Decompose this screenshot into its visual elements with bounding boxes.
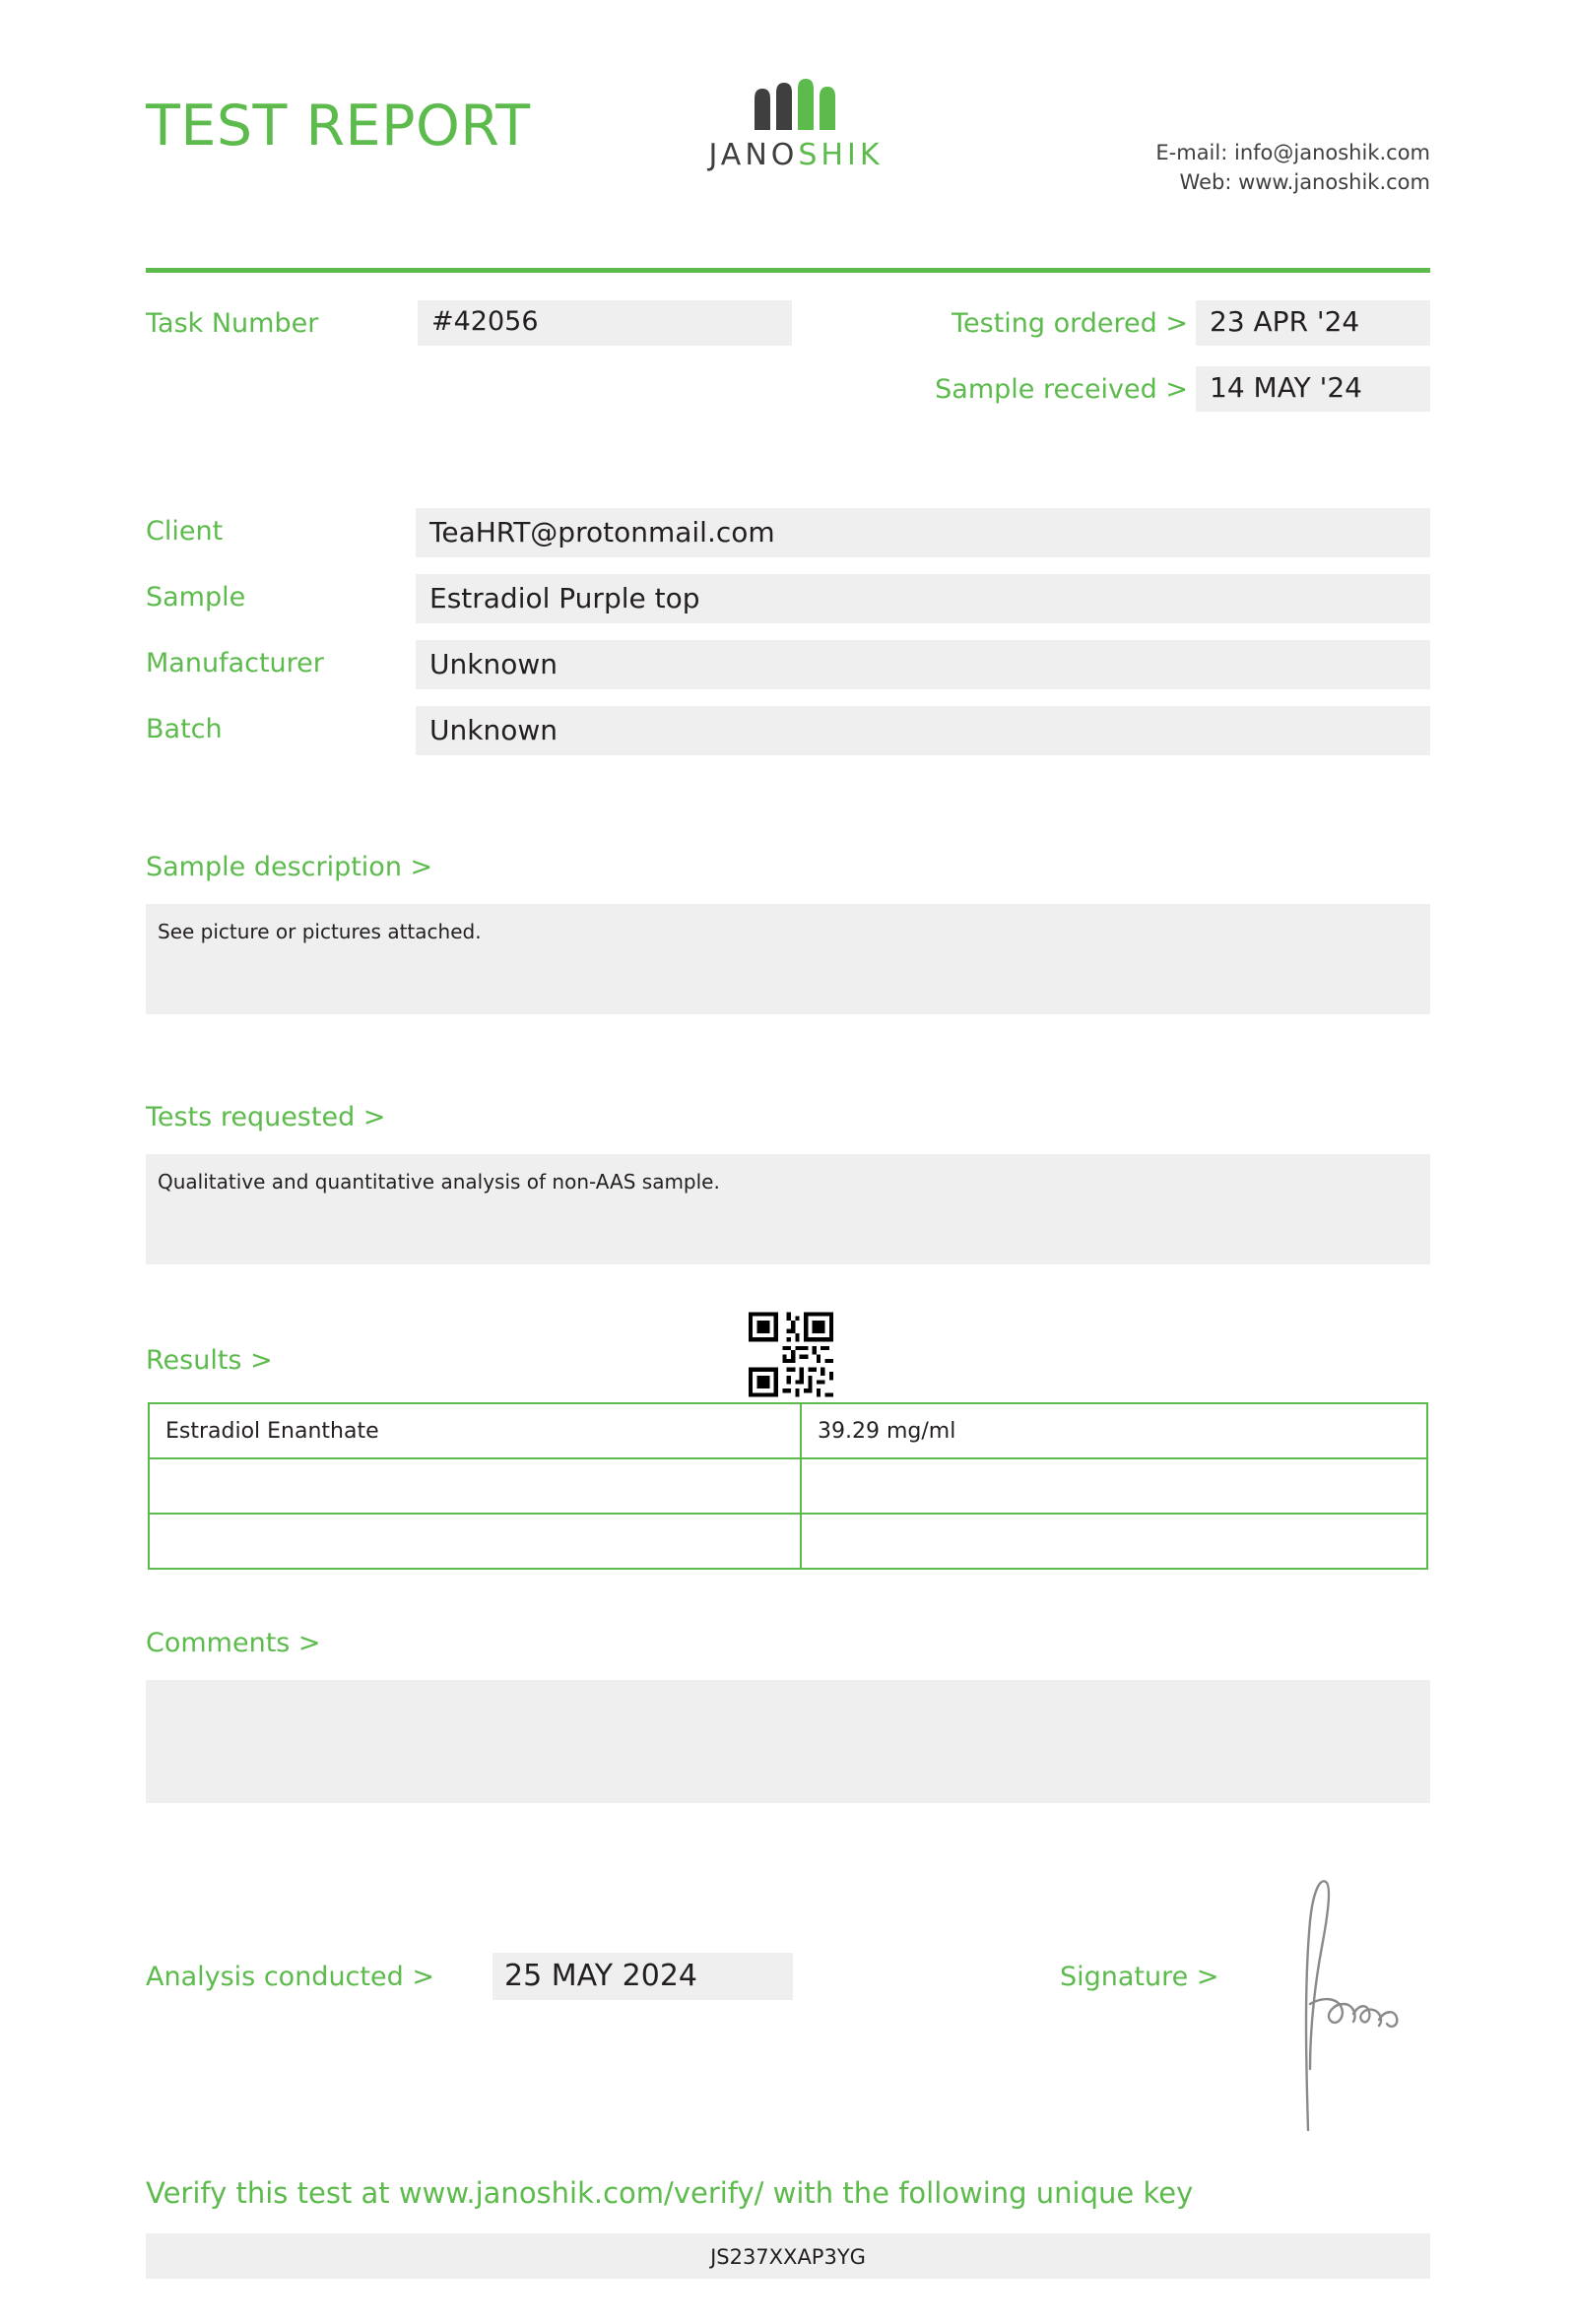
sample-received-label: Sample received > — [935, 374, 1188, 405]
unique-key-value: JS237XXAP3YG — [146, 2233, 1430, 2279]
task-row — [146, 300, 1430, 409]
sample-info-block — [146, 508, 1430, 772]
signature-label: Signature > — [1060, 1962, 1219, 1992]
janoshik-logo — [683, 79, 909, 172]
info-row-client — [146, 508, 1430, 574]
page-title: TEST REPORT — [146, 94, 531, 159]
logo-mountain-icon — [737, 79, 855, 134]
results-table — [148, 1402, 1428, 1570]
logo-wordmark — [683, 138, 909, 172]
result-compound-1: Estradiol Enanthate — [149, 1403, 801, 1458]
table-row — [149, 1514, 1427, 1569]
header-divider — [146, 268, 1430, 273]
contact-web: Web: www.janoshik.com — [1179, 170, 1430, 195]
qr-code-icon — [737, 1308, 845, 1401]
tests-requested-title: Tests requested > — [146, 1102, 386, 1132]
logo-word-shik: SHIK — [798, 138, 884, 172]
sample-description-title: Sample description > — [146, 852, 433, 882]
info-label-batch: Batch — [146, 714, 223, 744]
contact-block — [1155, 138, 1430, 198]
info-label-manufacturer: Manufacturer — [146, 648, 324, 678]
sample-description-text: See picture or pictures attached. — [146, 904, 1430, 1014]
result-amount-2 — [801, 1458, 1427, 1514]
comments-title: Comments > — [146, 1628, 321, 1658]
tests-requested-text: Qualitative and quantitative analysis of non-AAS sample. — [146, 1154, 1430, 1264]
comments-text — [146, 1680, 1430, 1803]
sample-received-date: 14 MAY '24 — [1196, 366, 1430, 412]
testing-ordered-label: Testing ordered > — [952, 308, 1188, 339]
info-row-sample — [146, 574, 1430, 640]
testing-ordered-date: 23 APR '24 — [1196, 300, 1430, 346]
table-row — [149, 1403, 1427, 1458]
contact-email: E-mail: info@janoshik.com — [1155, 141, 1430, 164]
info-row-manufacturer — [146, 640, 1430, 706]
results-title: Results > — [146, 1345, 273, 1376]
signature-icon — [1280, 1876, 1409, 2132]
analysis-conducted-label: Analysis conducted > — [146, 1962, 434, 1992]
info-label-client: Client — [146, 516, 224, 547]
verify-text: Verify this test at www.janoshik.com/verify/ with the following unique key — [146, 2176, 1194, 2210]
result-amount-3 — [801, 1514, 1427, 1569]
info-value-client: TeaHRT@protonmail.com — [416, 508, 1430, 557]
result-compound-3 — [149, 1514, 801, 1569]
report-header — [146, 0, 1430, 195]
table-row — [149, 1458, 1427, 1514]
task-number-value: #42056 — [418, 300, 792, 346]
analysis-conducted-date: 25 MAY 2024 — [492, 1953, 793, 2000]
info-value-batch: Unknown — [416, 706, 1430, 755]
logo-word-jano: JANO — [708, 138, 799, 172]
info-value-sample: Estradiol Purple top — [416, 574, 1430, 623]
result-amount-1: 39.29 mg/ml — [801, 1403, 1427, 1458]
result-compound-2 — [149, 1458, 801, 1514]
task-number-label: Task Number — [146, 308, 319, 339]
info-value-manufacturer: Unknown — [416, 640, 1430, 689]
info-row-batch — [146, 706, 1430, 772]
info-label-sample: Sample — [146, 582, 246, 613]
